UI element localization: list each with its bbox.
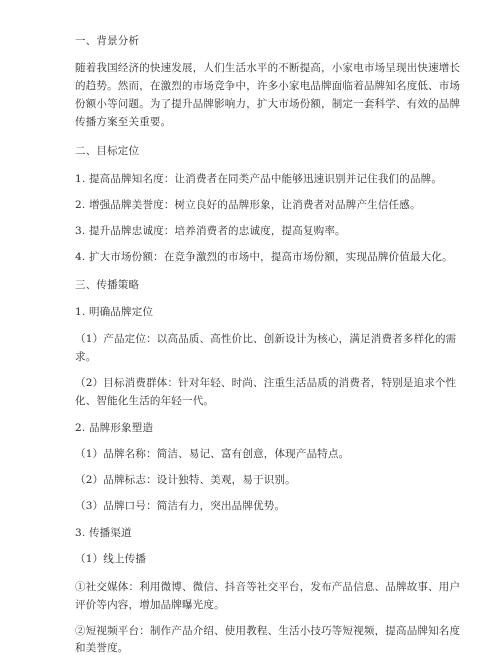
paragraph-line: 化、智能化生活的年轻一代。 [75, 395, 215, 407]
list-item: （1）品牌名称：简洁、易记、富有创意，体现产品特点。 [75, 448, 350, 460]
subsection-heading: 1. 明确品牌定位 [75, 306, 154, 318]
list-item: （2）品牌标志：设计独特、美观，易于识别。 [75, 474, 296, 486]
list-item: （3）品牌口号：简洁有力，突出品牌优势。 [75, 500, 286, 512]
paragraph-line: 和美誉度。 [75, 642, 129, 654]
paragraph-line: 份额小等问题。为了提升品牌影响力，扩大市场份额，制定一套科学、有效的品牌 [75, 98, 461, 110]
paragraph-line: ②短视频平台：制作产品介绍、使用教程、生活小技巧等短视频，提高品牌知名度 [75, 625, 461, 637]
paragraph-line: 求。 [75, 351, 97, 363]
goal-item: 2. 增强品牌美誉度：树立良好的品牌形象，让消费者对品牌产生信任感。 [75, 199, 421, 211]
subsection-heading: 2. 品牌形象塑造 [75, 422, 154, 434]
section-heading-strategy: 三、传播策略 [75, 279, 140, 291]
subsection-heading: 3. 传播渠道 [75, 527, 132, 539]
paragraph-line: （2）目标消费群体：针对年轻、时尚、注重生活品质的消费者，特别是追求个性 [75, 377, 457, 389]
goal-item: 3. 提升品牌忠诚度：培养消费者的忠诚度，提高复购率。 [75, 225, 346, 237]
paragraph-line: 随着我国经济的快速发展，人们生活水平的不断提高，小家电市场呈现出快速增长 [75, 62, 461, 74]
list-item: （1）线上传播 [75, 553, 147, 565]
paragraph-line: ①社交媒体：利用微博、微信、抖音等社交平台，发布产品信息、品牌故事、用户 [75, 581, 461, 593]
paragraph-line: 的趋势。然而，在激烈的市场竞争中，许多小家电品牌面临着品牌知名度低、市场 [75, 80, 461, 92]
paragraph-line: 评价等内容，增加品牌曝光度。 [75, 599, 225, 611]
goal-item: 4. 扩大市场份额：在竞争激烈的市场中，提高市场份额，实现品牌价值最大化。 [75, 251, 453, 263]
paragraph-line: （1）产品定位：以高品质、高性价比、创新设计为核心，满足消费者多样化的需 [75, 333, 457, 345]
goal-item: 1. 提高品牌知名度：让消费者在同类产品中能够迅速识别并记住我们的品牌。 [75, 173, 443, 185]
paragraph-line: 传播方案至关重要。 [75, 116, 172, 128]
section-heading-background: 一、背景分析 [75, 35, 140, 47]
section-heading-goals: 二、目标定位 [75, 145, 140, 157]
